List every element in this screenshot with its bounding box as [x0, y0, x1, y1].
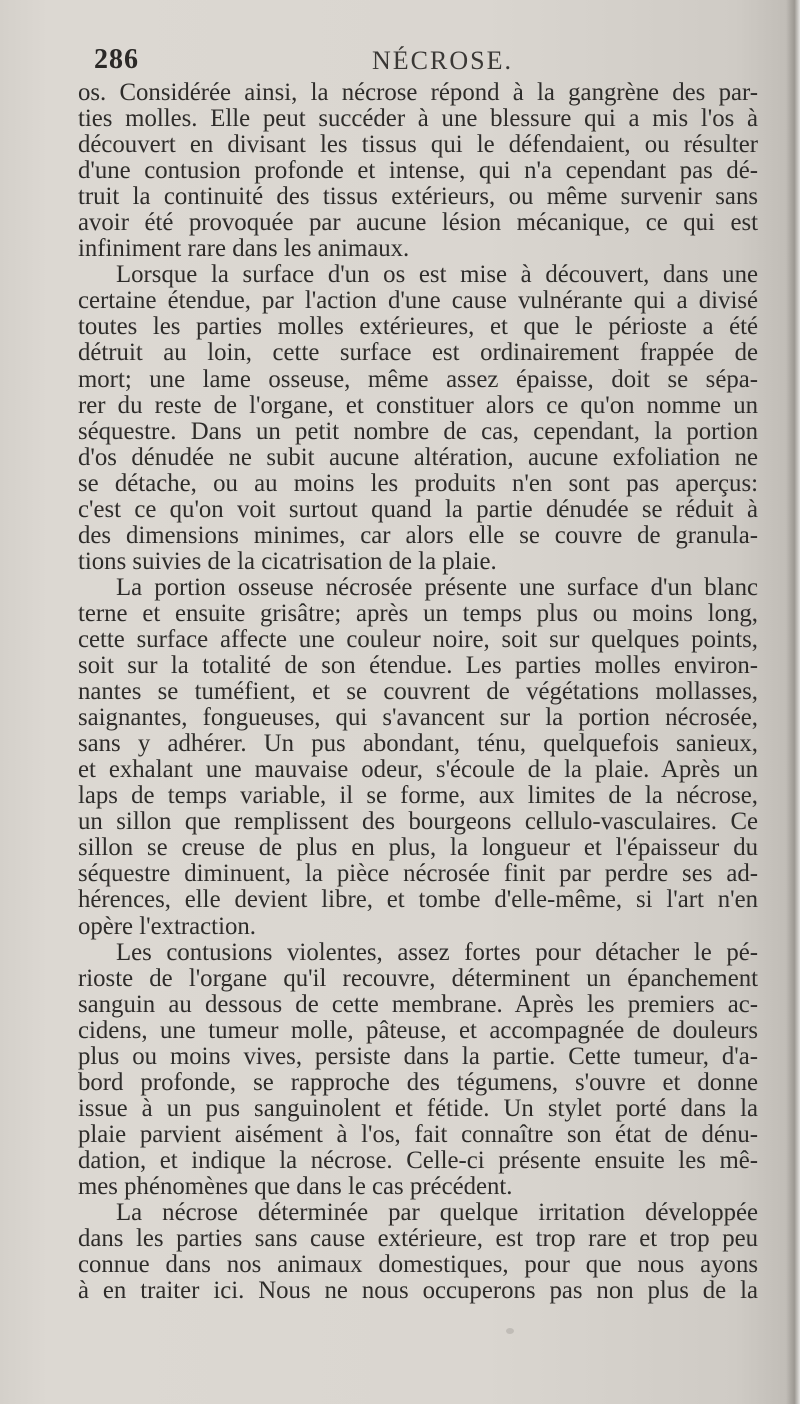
text-line: certaine étendue, par l'action d'une cause vulnérante qui a divisé — [78, 287, 758, 315]
page-number: 286 — [94, 44, 139, 75]
text-line: séquestre diminuent, la pièce nécrosée finit par perdre ses ad- — [78, 860, 758, 888]
text-line: rioste de l'organe qu'il recouvre, déterminent un épanchement — [78, 964, 758, 992]
text-line: un sillon que remplissent des bourgeons cellulo-vasculaires. Ce — [78, 808, 758, 836]
text-line: c'est ce qu'on voit surtout quand la partie dénudée se réduit à — [78, 495, 758, 523]
text-line: opère l'extraction. — [78, 912, 256, 940]
text-line: La portion osseuse nécrosée présente une surface d'un blanc — [116, 573, 758, 601]
text-line: terne et ensuite grisâtre; après un temps plus ou moins long, — [78, 599, 758, 627]
text-line: d'os dénudée ne subit aucune altération, aucune exfoliation ne — [78, 443, 758, 471]
text-line: cette surface affecte une couleur noire, soit sur quelques points, — [78, 625, 758, 653]
text-line: mes phénomènes que dans le cas précédent. — [78, 1172, 513, 1200]
text-line: truit la continuité des tissus extérieurs, ou même survenir sans — [78, 183, 758, 211]
text-line: et exhalant une mauvaise odeur, s'écoule de la plaie. Après un — [78, 756, 758, 784]
text-line: rer du reste de l'organe, et constituer alors ce qu'on nomme un — [78, 391, 758, 419]
text-line: Les contusions violentes, assez fortes pour détacher le pé- — [116, 938, 758, 966]
text-line: dation, et indique la nécrose. Celle-ci présente ensuite les mê- — [78, 1146, 758, 1174]
text-line: bord profonde, se rapproche des tégumens, s'ouvre et donne — [78, 1068, 758, 1096]
text-line: hérences, elle devient libre, et tombe d'elle-même, si l'art n'en — [78, 886, 758, 914]
text-line: sillon se creuse de plus en plus, la longueur et l'épaisseur du — [78, 834, 758, 862]
text-line: sans y adhérer. Un pus abondant, ténu, quelquefois sanieux, — [78, 730, 758, 758]
text-line: soit sur la totalité de son étendue. Les parties molles environ- — [78, 652, 758, 680]
text-line: séquestre. Dans un petit nombre de cas, cependant, la portion — [78, 417, 758, 445]
text-line: se détache, ou au moins les produits n'en sont pas aperçus: — [78, 469, 758, 497]
text-line: plaie parvient aisément à l'os, fait connaître son état de dénu- — [78, 1120, 758, 1148]
text-line: mort; une lame osseuse, même assez épaisse, doit se sépa- — [78, 365, 758, 393]
text-line: dans les parties sans cause extérieure, est trop rare et trop peu — [78, 1225, 758, 1253]
text-line: Lorsque la surface d'un os est mise à découvert, dans une — [116, 261, 758, 289]
text-line: sanguin au dessous de cette membrane. Après les premiers ac- — [78, 990, 758, 1018]
running-title: NÉCROSE. — [372, 46, 513, 75]
text-line: cidens, une tumeur molle, pâteuse, et accompagnée de douleurs — [78, 1016, 758, 1044]
text-line: découvert en divisant les tissus qui le défendaient, ou résulter — [78, 131, 758, 159]
text-line: connue dans nos animaux domestiques, pour que nous ayons — [78, 1251, 758, 1279]
text-line: à en traiter ici. Nous ne nous occuperons pas non plus de la — [78, 1277, 758, 1305]
text-line: os. Considérée ainsi, la nécrose répond à la gangrène des par- — [78, 79, 758, 106]
text-line: infiniment rare dans les animaux. — [78, 235, 410, 263]
running-header — [94, 44, 694, 84]
page-edge-shadow — [786, 0, 800, 1404]
text-line: plus ou moins vives, persiste dans la partie. Cette tumeur, d'a- — [78, 1042, 758, 1070]
text-line: détruit au loin, cette surface est ordinairement frappée de — [78, 339, 758, 367]
body-text — [78, 80, 758, 1304]
text-line: tions suivies de la cicatrisation de la plaie. — [78, 547, 497, 575]
text-line: nantes se tuméfient, et se couvrent de végétations mollasses, — [78, 678, 758, 706]
text-line: La nécrose déterminée par quelque irritation développée — [116, 1199, 758, 1227]
text-line: toutes les parties molles extérieures, et que le périoste a été — [78, 313, 758, 341]
text-line: d'une contusion profonde et intense, qui n'a cependant pas dé- — [78, 157, 758, 185]
text-line: ties molles. Elle peut succéder à une blessure qui a mis l'os à — [78, 105, 758, 133]
text-line: saignantes, fongueuses, qui s'avancent sur la portion nécrosée, — [78, 704, 758, 732]
paper-smudge — [506, 1328, 514, 1334]
text-line: des dimensions minimes, car alors elle se couvre de granula- — [78, 521, 758, 549]
text-line: avoir été provoquée par aucune lésion mécanique, ce qui est — [78, 209, 758, 237]
text-line: laps de temps variable, il se forme, aux limites de la nécrose, — [78, 782, 758, 810]
text-line: issue à un pus sanguinolent et fétide. Un stylet porté dans la — [78, 1094, 758, 1122]
